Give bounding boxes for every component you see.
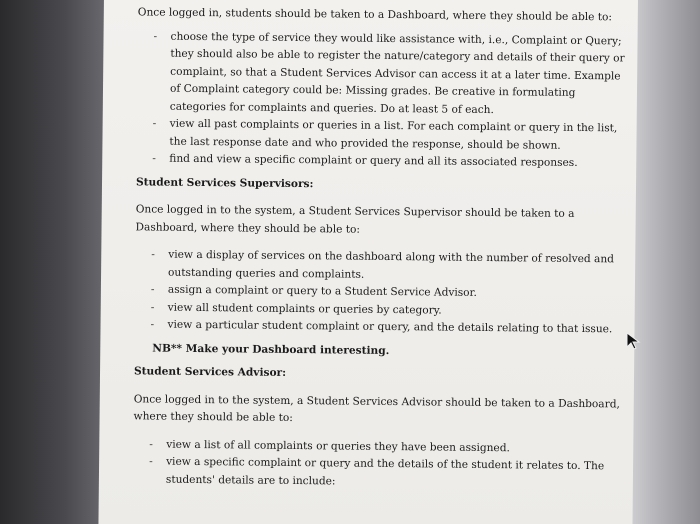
list-item-line: view all past complaints or queries in a list. For each complaint or query in the list,: [169, 117, 618, 135]
advisor-heading: Student Services Advisor:: [133, 365, 287, 379]
list-item-line: students' details are to include:: [165, 473, 336, 487]
list-item-line: view all student complaints or queries by category.: [167, 301, 442, 317]
dash-bullet-icon: -: [150, 318, 155, 331]
dash-bullet-icon: -: [150, 283, 155, 296]
list-item-line: find and view a specific complaint or query and all its associated responses.: [169, 152, 578, 169]
advisor-intro-line: Once logged in to the system, a Student Services Advisor should be taken to a Dashboard,: [133, 392, 620, 410]
advisor-intro-line: where they should be able to:: [133, 410, 293, 425]
document-content: [133, 4, 625, 493]
list-item-line: categories for complaints and queries. Do at least 5 of each.: [169, 100, 494, 116]
list-item-line: assign a complaint or query to a Student Service Advisor.: [167, 283, 477, 299]
dash-bullet-icon: -: [149, 437, 153, 451]
list-item: [135, 246, 615, 286]
list-item-line: the last response date and who provided the response, should be shown.: [169, 135, 561, 152]
supervisors-intro-line: Once logged in to the system, a Student Services Supervisor should be taken to a: [135, 203, 575, 220]
dash-bullet-icon: -: [153, 30, 158, 43]
list-item: [137, 28, 625, 120]
dash-bullet-icon: -: [150, 301, 155, 314]
list-item-line: choose the type of service they would like assistance with, i.e., Complaint or Query;: [170, 30, 622, 47]
supervisors-heading: Student Services Supervisors:: [135, 175, 314, 190]
list-item-line: view a list of all complaints or queries they have been assigned.: [166, 438, 510, 454]
supervisors-intro-line: Dashboard, where they should be able to:: [135, 220, 361, 236]
list-item-line: of Complaint category could be: Missing grades. Be creative in formulating: [169, 82, 576, 99]
nb-note: NB** Make your Dashboard interesting.: [152, 342, 390, 357]
dash-bullet-icon: -: [151, 248, 155, 261]
list-item-line: view a particular student complaint or query, and the details relating to that issue.: [167, 318, 613, 336]
dash-bullet-icon: -: [152, 152, 156, 165]
dash-bullet-icon: -: [149, 455, 153, 468]
list-item-line: they should also be able to register the nature/category and details of their query or: [170, 47, 625, 65]
list-item-line: view a display of services on the dashboard along with the number of resolved and: [168, 248, 615, 266]
list-item-line: view a specific complaint or query and the details of the student it relates to. The: [166, 455, 605, 473]
list-item: [136, 115, 618, 155]
list-item-line: outstanding queries and complaints.: [168, 266, 365, 281]
document-page: [98, 0, 638, 524]
list-item: [133, 453, 603, 493]
mouse-cursor-icon: [626, 332, 642, 350]
background-left-edge: [0, 0, 108, 524]
dash-bullet-icon: -: [152, 117, 157, 130]
list-item-line: complaint, so that a Student Services Advisor can access it at a later time. Example: [170, 65, 621, 82]
student-intro: Once logged in, students should be taken to a Dashboard, where they should be able to:: [137, 6, 613, 24]
